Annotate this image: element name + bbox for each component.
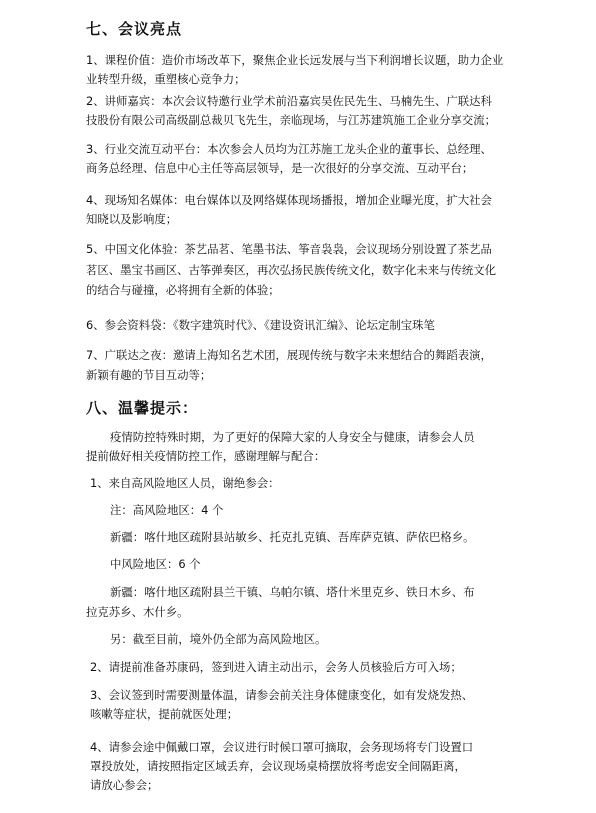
- notice-item-4-line-1: 4、请参会途中佩戴口罩，会议进行时候口罩可摘取，会务现场将专门设置口: [90, 740, 474, 754]
- notice-intro-line-1: 疫情防控特殊时期，为了更好的保障大家的人身安全与健康，请参会人员: [110, 430, 475, 444]
- highlight-7-line-2: 新颖有趣的节目互动等；: [86, 368, 212, 382]
- highlight-5-line-3: 的结合与碰撞，必将拥有全新的体验；: [86, 283, 280, 297]
- notice-item-2: 2、请提前准备苏康码，签到进入请主动出示，会务人员核验后方可入场；: [90, 660, 462, 674]
- section-8-title: 八、温馨提示：: [86, 399, 199, 417]
- section-7-title: 七、会议亮点: [86, 20, 183, 38]
- highlight-3-line-2: 商务总经理、信息中心主任等高层领导，是一次很好的分享交流、互动平台；: [86, 161, 474, 175]
- notice-item-1: 1、来自高风险地区人员，谢绝参会：: [90, 476, 280, 490]
- notice-item-4-line-3: 请放心参会；: [90, 778, 159, 792]
- highlight-5-line-2: 茗区、墨宝书画区、古筝弹奏区，再次弘扬民族传统文化，数字化未来与传统文化: [86, 263, 497, 277]
- highlight-2-line-1: 2、讲师嘉宾：本次会议特邀行业学术前沿嘉宾吴佐民先生、马楠先生、广联达科: [86, 94, 492, 108]
- highlight-7-line-1: 7、广联达之夜：邀请上海知名艺术团，展现传统与数字未来想结合的舞蹈表演，: [86, 348, 492, 362]
- notice-intro-line-2: 提前做好相关疫情防控工作，感谢理解与配合：: [86, 449, 326, 463]
- highlight-1-line-1: 1、课程价值：造价市场改革下，聚焦企业长远发展与当下利润增长议题，助力企业: [86, 53, 504, 67]
- notice-item-3-line-1: 3、会议签到时需要测量体温，请参会前关注身体健康变化，如有发烧发热、: [90, 688, 474, 702]
- notice-mid-risk-areas-line-1: 新疆：喀什地区疏附县兰干镇、乌帕尔镇、塔什米里克乡、铁日木乡、布: [110, 585, 475, 599]
- highlight-4-line-1: 4、现场知名媒体：电台媒体以及网络媒体现场播报，增加企业曝光度，扩大社会: [86, 193, 492, 207]
- notice-high-risk-count: 注：高风险地区：4 个: [110, 503, 224, 517]
- notice-mid-risk-areas-line-2: 拉克苏乡、木什乡。: [86, 605, 189, 619]
- highlight-5-line-1: 5、中国文化体验：茶艺品茗、笔墨书法、筝音袅袅，会议现场分别设置了茶艺品: [86, 242, 492, 256]
- notice-abroad: 另：截至目前，境外仍全部为高风险地区。: [110, 632, 327, 646]
- notice-item-3-line-2: 咳嗽等症状，提前就医处理；: [90, 707, 239, 721]
- notice-high-risk-areas: 新疆：喀什地区疏附县站敏乡、托克扎克镇、吾库萨克镇、萨依巴格乡。: [110, 530, 475, 544]
- highlight-2-line-2: 技股份有限公司高级副总裁贝飞先生，亲临现场，与江苏建筑施工企业分享交流；: [86, 113, 497, 127]
- notice-mid-risk-count: 中风险地区：6 个: [110, 557, 201, 571]
- highlight-6-line-1: 6、参会资料袋：《数字建筑时代》、《建设资讯汇编》、论坛定制宝珠笔: [86, 318, 435, 332]
- highlight-3-line-1: 3、行业交流互动平台：本次参会人员均为江苏施工龙头企业的董事长、总经理、: [86, 142, 492, 156]
- highlight-4-line-2: 知晓以及影响度；: [86, 212, 178, 226]
- highlight-1-line-2: 业转型升级，重塑核心竞争力；: [86, 72, 246, 86]
- notice-item-4-line-2: 罩投放处，请按照指定区域丢弃，会议现场桌椅摆放将考虑安全间隔距离，: [90, 759, 466, 773]
